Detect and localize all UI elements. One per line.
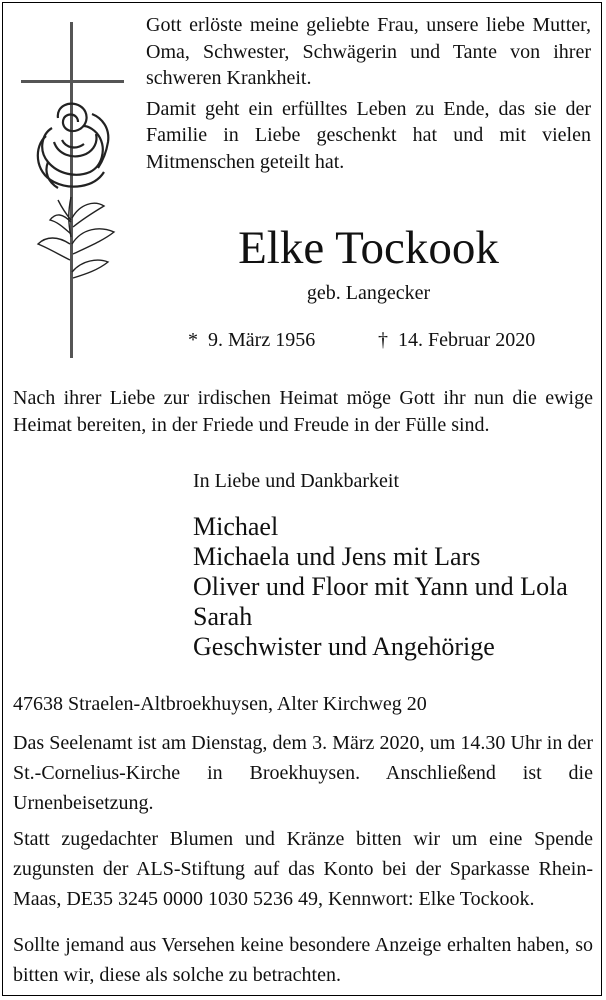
mourner-name: Geschwister und Angehörige	[193, 632, 495, 661]
rose-icon	[38, 104, 108, 188]
mourners-list	[193, 512, 568, 662]
death-date	[378, 329, 535, 352]
birth-symbol: *	[188, 329, 198, 351]
cross-rose-illustration	[18, 22, 138, 362]
death-date-value: 14. Februar 2020	[398, 329, 536, 351]
signoff-intro: In Liebe und Dankbarkeit	[193, 470, 400, 492]
donation-info: Statt zugedachter Blumen und Kränze bitten wir um eine Spende zugunsten der ALS-Stiftung auf das Konto bei der Sparkasse Rhein-Maas, DE35 3245 0000 1030 5236 49, Kennwort: Elke Tockook.	[13, 828, 593, 910]
intro-paragraph-2: Damit geht ein erfülltes Leben zu Ende, das sie der Familie in Liebe geschenkt hat und mit vielen Mitmenschen geteilt hat.	[146, 97, 591, 173]
mass-info: Das Seelenamt ist am Dienstag, dem 3. März 2020, um 14.30 Uhr in der St.-Cornelius-Kirche in Broekhuysen. Anschließend ist die Urnenbeisetzung.	[13, 732, 593, 814]
intro-text	[146, 12, 591, 175]
intro-paragraph-1: Gott erlöste meine geliebte Frau, unsere liebe Mutter, Oma, Schwester, Schwägerin und Tante von ihrer schweren Krankheit.	[146, 14, 591, 89]
mourner-name: Michaela und Jens mit Lars	[193, 542, 481, 571]
notice-note: Sollte jemand aus Versehen keine besondere Anzeige erhalten haben, so bitten wir, diese als solche zu betrachten.	[13, 934, 593, 986]
cross-icon	[70, 22, 73, 358]
address: 47638 Straelen-Altbroekhuysen, Alter Kirchweg 20	[13, 693, 427, 715]
birth-date	[188, 329, 315, 352]
mourner-name: Oliver und Floor mit Yann und Lola	[193, 572, 568, 601]
maiden-name: geb. Langecker	[306, 282, 431, 304]
mourner-name: Sarah	[193, 602, 253, 631]
death-symbol: †	[378, 329, 388, 351]
leaves-icon	[38, 197, 114, 278]
deceased-name: Elke Tockook	[238, 222, 499, 274]
birth-date-value: 9. März 1956	[208, 329, 316, 351]
mourner-name: Michael	[193, 512, 279, 541]
wish-text: Nach ihrer Liebe zur irdischen Heimat möge Gott ihr nun die ewige Heimat bereiten, in der Friede und Freude in der Fülle sind.	[13, 387, 593, 436]
